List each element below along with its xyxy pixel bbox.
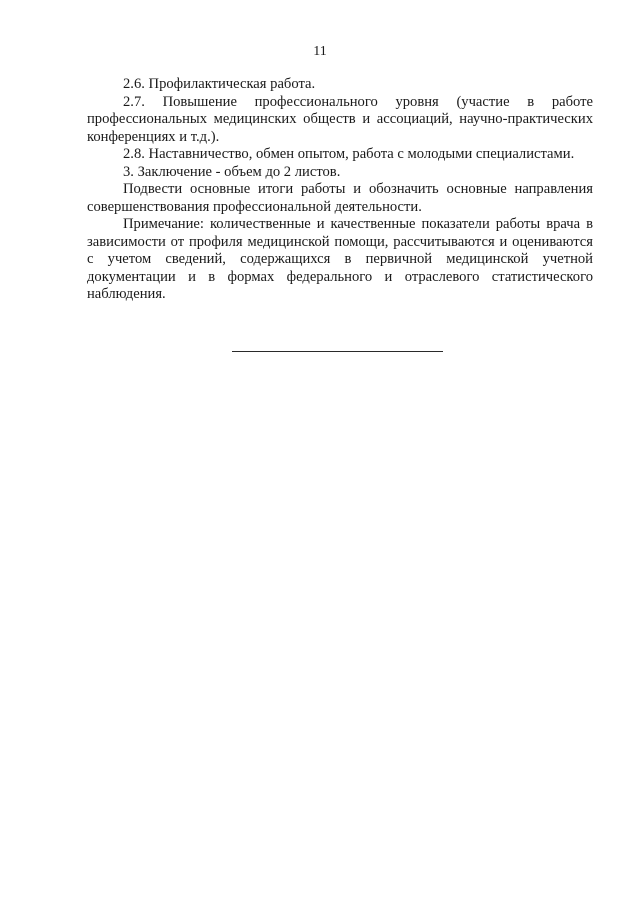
paragraph-2-6: 2.6. Профилактическая работа. <box>123 76 316 92</box>
paragraph-summary: Подвести основные итоги работы и обозначить основные направления совершенствования профессиональной деятельности. <box>87 181 593 215</box>
paragraph-2-7: 2.7. Повышение профессионального уровня (участие в работе профессиональных медицинских обществ и ассоциаций, научно-практических конференциях и т.д.). <box>87 93 593 145</box>
paragraph-note: Примечание: количественные и качественные показатели работы врача в зависимости от профиля медицинской помощи, рассчитываются и оцениваются с учетом сведений, содержащихся в первичной медицинской учетной документации и в формах федерального и отраслевого статистического наблюдения. <box>87 216 593 302</box>
paragraph-2-8: 2.8. Наставничество, обмен опытом, работа с молодыми специалистами. <box>123 146 575 162</box>
page-number: 11 <box>313 44 327 59</box>
document-body <box>87 76 593 304</box>
end-of-document-rule <box>232 351 443 352</box>
paragraph-3: 3. Заключение - объем до 2 листов. <box>123 163 341 180</box>
